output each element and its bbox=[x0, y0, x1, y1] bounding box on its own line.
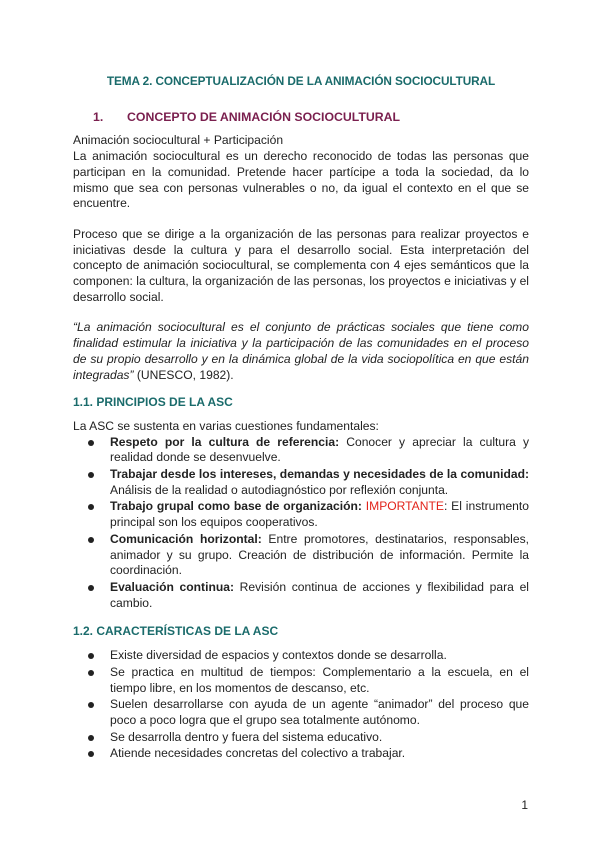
bullet-icon bbox=[88, 735, 94, 741]
list-item: Comunicación horizontal: Entre promotores, destinatarios, responsables, animador y su grupo. Creación de distribución de información. Permite la coordinación. bbox=[73, 532, 529, 579]
section-1-heading bbox=[93, 110, 529, 126]
list-item: Se desarrolla dentro y fuera del sistema educativo. bbox=[73, 730, 529, 746]
principles-list bbox=[73, 435, 529, 612]
list-item: Trabajo grupal como base de organización: IMPORTANTE: El instrumento principal son los equipos cooperativos. bbox=[73, 499, 529, 530]
section-1-1-heading: 1.1. PRINCIPIOS DE LA ASC bbox=[73, 395, 233, 410]
section-1-title: CONCEPTO DE ANIMACIÓN SOCIOCULTURAL bbox=[127, 109, 401, 124]
document-title: TEMA 2. CONCEPTUALIZACIÓN DE LA ANIMACIÓN SOCIOCULTURAL bbox=[106, 74, 496, 88]
bullet-icon bbox=[88, 537, 94, 543]
section-1-2-heading: 1.2. CARACTERÍSTICAS DE LA ASC bbox=[73, 624, 279, 639]
characteristics-list bbox=[73, 648, 529, 762]
page-number: 1 bbox=[521, 798, 528, 812]
list-item: Trabajar desde los intereses, demandas y necesidades de la comunidad: Análisis de la realidad o autodiagnóstico por reflexión conjunta. bbox=[73, 467, 529, 498]
section-1-line1: Animación sociocultural + Participación bbox=[73, 133, 284, 148]
quote-text: “La animación sociocultural es el conjunto de prácticas sociales que tiene como finalidad estimular la iniciativa y la participación de las comunidades en el proceso de su propio desarrollo y en la dinámica global de la vida sociopolítica en que están integradas” bbox=[73, 320, 529, 382]
bullet-icon bbox=[88, 751, 94, 757]
list-item: Respeto por la cultura de referencia: Conocer y apreciar la cultura y realidad donde se desenvuelve. bbox=[73, 435, 529, 466]
list-item: Atiende necesidades concretas del colectivo a trabajar. bbox=[73, 746, 529, 762]
important-highlight: IMPORTANTE bbox=[361, 499, 444, 514]
quote-source: (UNESCO, 1982). bbox=[133, 367, 234, 382]
bullet-icon bbox=[88, 472, 94, 478]
list-item: Evaluación continua: Revisión continua de acciones y flexibilidad para el cambio. bbox=[73, 580, 529, 611]
bullet-icon bbox=[88, 670, 94, 676]
section-1-paragraph-2: Proceso que se dirige a la organización de las personas para realizar proyectos e iniciativas desde la cultura y para el desarrollo social. Esta interpretación del concepto de animación sociocultural, se complementa con 4 ejes semánticos que la componen: la cultura, la organización de las personas, los proyectos e iniciativas y el desarrollo social. bbox=[73, 226, 529, 304]
list-item: Existe diversidad de espacios y contextos donde se desarrolla. bbox=[73, 648, 529, 664]
unesco-quote bbox=[73, 320, 529, 383]
bullet-icon bbox=[88, 702, 94, 708]
bullet-icon bbox=[88, 653, 94, 659]
bullet-icon bbox=[88, 504, 94, 510]
bullet-icon bbox=[88, 585, 94, 591]
section-1-number: 1. bbox=[93, 109, 104, 124]
list-item: Se practica en multitud de tiempos: Complementario a la escuela, en el tiempo libre, en los momentos de descanso, etc. bbox=[73, 665, 529, 696]
page-content bbox=[73, 74, 529, 763]
bullet-icon bbox=[88, 440, 94, 446]
section-1-1-intro: La ASC se sustenta en varias cuestiones fundamentales: bbox=[73, 418, 379, 433]
section-1-paragraph-1: La animación sociocultural es un derecho reconocido de todas las personas que participan en la comunidad. Pretende hacer partícipe a toda la sociedad, da lo mismo que sea con personas vulnerables o no, da igual el contexto en el que se encuentre. bbox=[73, 149, 529, 211]
list-item: Suelen desarrollarse con ayuda de un agente “animador” del proceso que poco a poco logra que el grupo sea totalmente autónomo. bbox=[73, 697, 529, 728]
